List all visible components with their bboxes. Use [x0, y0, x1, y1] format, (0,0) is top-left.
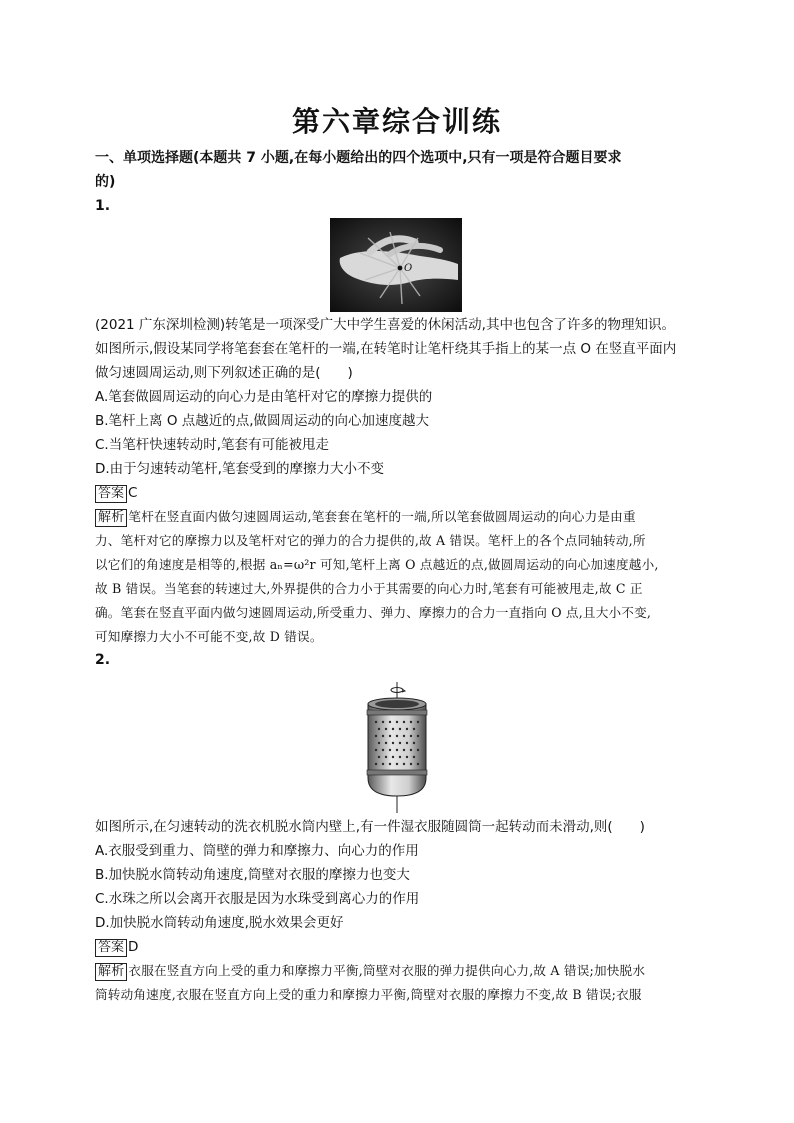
section-heading-line1: 一、单项选择题(本题共 7 小题,在每小题给出的四个选项中,只有一项是符合题目要求	[95, 150, 622, 166]
q2-answer: D	[128, 939, 139, 955]
explain-tag: 解析	[95, 963, 127, 981]
q1-explain-line3: 以它们的角速度是相等的,根据 aₙ=ω²r 可知,笔杆上离 O 点越近的点,做圆周运动的向心加速度越小,	[95, 557, 659, 572]
q2-explain-line2: 筒转动角速度,衣服在竖直方向上受的重力和摩擦力平衡,筒壁对衣服的摩擦力不变,故 B 错误;衣服	[95, 987, 642, 1002]
q1-option-a: A.笔套做圆周运动的向心力是由笔杆对它的摩擦力提供的	[95, 389, 433, 405]
pen-spinning-photo	[330, 218, 462, 312]
q1-explain-line2: 力、笔杆对它的摩擦力以及笔杆对它的弹力的合力提供的,故 A 错误。笔杆上的各个点同轴转动,所	[95, 533, 646, 548]
q2-explain-text1: 衣服在竖直方向上受的重力和摩擦力平衡,筒壁对衣服的弹力提供向心力,故 A 错误;加快脱水	[128, 963, 646, 978]
answer-tag: 答案	[95, 939, 127, 957]
q1-explain-line6: 可知摩擦力大小不可能不变,故 D 错误。	[95, 629, 323, 644]
q1-answer: C	[128, 485, 138, 501]
q1-option-d: D.由于匀速转动笔杆,笔套受到的摩擦力大小不变	[95, 461, 384, 477]
section-heading-line2: 的)	[95, 174, 116, 190]
q2-option-a: A.衣服受到重力、筒壁的弹力和摩擦力、向心力的作用	[95, 843, 419, 859]
q2-option-c: C.水珠之所以会离开衣服是因为水珠受到离心力的作用	[95, 891, 420, 907]
explain-tag: 解析	[95, 509, 127, 527]
q2-option-d: D.加快脱水筒转动角速度,脱水效果会更好	[95, 915, 344, 931]
q1-explain-line5: 确。笔套在竖直平面内做匀速圆周运动,所受重力、弹力、摩擦力的合力一直指向 O 点,且大小不变,	[95, 605, 652, 620]
q1-explain-text1: 笔杆在竖直面内做匀速圆周运动,笔套套在笔杆的一端,所以笔套做圆周运动的向心力是由重	[128, 509, 636, 524]
answer-tag: 答案	[95, 485, 127, 503]
q1-stem-line3: 做匀速圆周运动,则下列叙述正确的是( )	[95, 365, 353, 381]
section-heading	[95, 146, 705, 194]
q1-explain-line4: 故 B 错误。当笔套的转速过大,外界提供的合力小于其需要的向心力时,笔套有可能被甩走,故 C 正	[95, 581, 643, 596]
q1-stem-line2: 如图所示,假设某同学将笔套套在笔杆的一端,在转笔时让笔杆绕其手指上的某一点 O 在竖直平面内	[95, 341, 677, 357]
q1-answer-row	[95, 481, 705, 505]
question-1-number: 1.	[95, 198, 111, 214]
q2-answer-row	[95, 935, 705, 959]
q1-stem-line1: (2021 广东深圳检测)转笔是一项深受广大中学生喜爱的休闲活动,其中也包含了许多的物理知识。	[95, 317, 675, 333]
question-1-body	[95, 313, 705, 649]
q2-explain-line1	[95, 959, 705, 983]
q1-explain-line1	[95, 505, 705, 529]
q1-option-b: B.笔杆上离 O 点越近的点,做圆周运动的向心加速度越大	[95, 413, 430, 429]
figure-label-o: O	[404, 263, 413, 274]
q1-option-c: C.当笔杆快速转动时,笔套有可能被甩走	[95, 437, 330, 453]
washing-drum-figure	[350, 680, 445, 815]
page-title: 第六章综合训练	[291, 105, 502, 138]
question-2-body	[95, 815, 705, 1007]
q2-option-b: B.加快脱水筒转动角速度,筒壁对衣服的摩擦力也变大	[95, 867, 410, 883]
q2-stem: 如图所示,在匀速转动的洗衣机脱水筒内壁上,有一件湿衣服随圆筒一起转动而未滑动,则( )	[95, 819, 645, 835]
question-2-number: 2.	[95, 652, 111, 668]
